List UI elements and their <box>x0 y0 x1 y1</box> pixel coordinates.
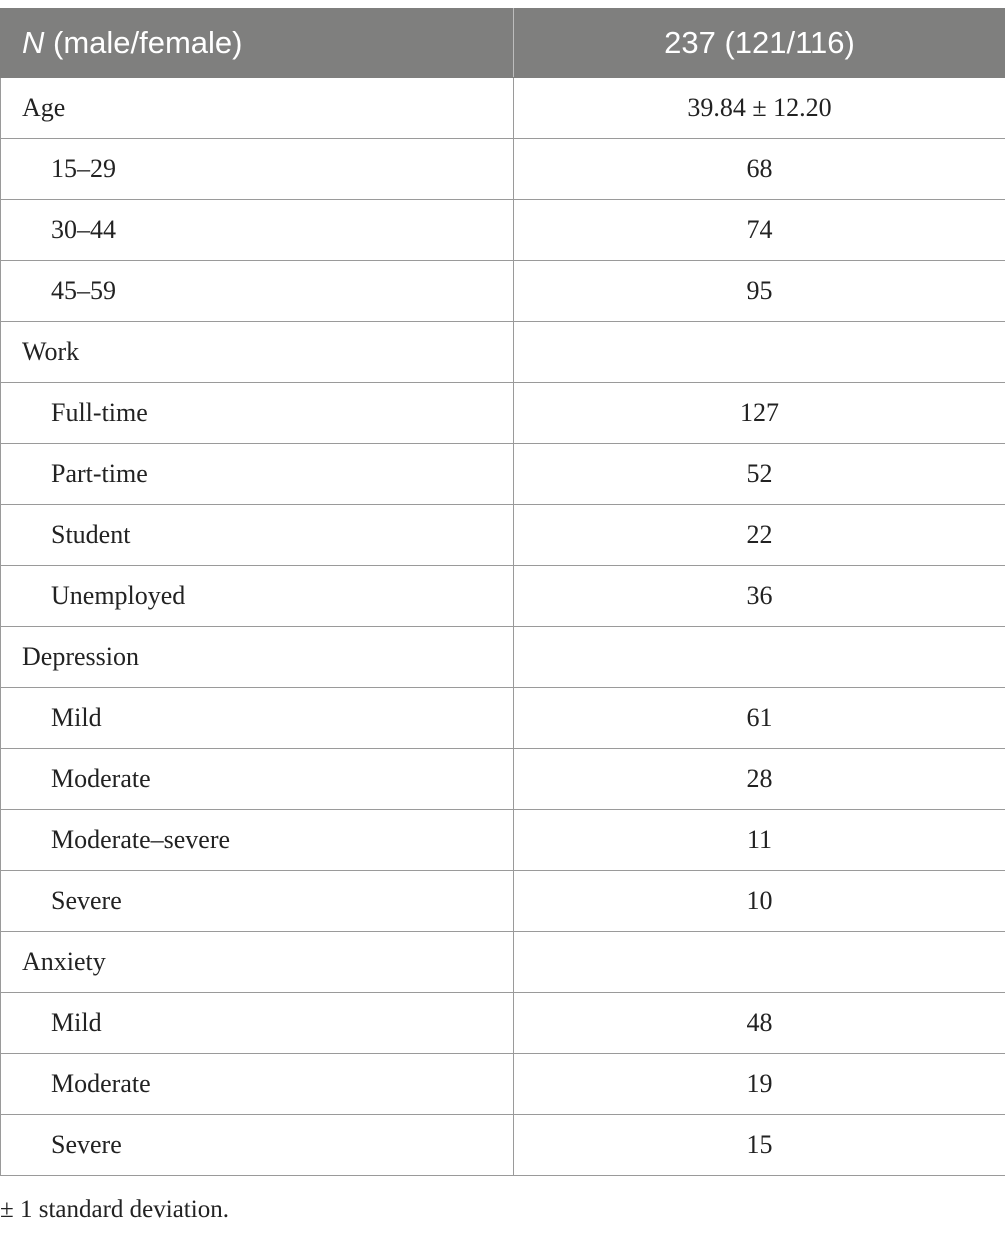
table-row-subcategory <box>1 810 1005 871</box>
header-row <box>1 9 1005 78</box>
row-value: 10 <box>514 871 1005 932</box>
table-row-category <box>1 627 1005 688</box>
row-value: 28 <box>514 749 1005 810</box>
row-label: Part-time <box>1 444 514 505</box>
row-value <box>514 322 1005 383</box>
row-value <box>514 932 1005 993</box>
table-row-subcategory <box>1 1115 1005 1176</box>
row-label: Age <box>1 78 514 139</box>
row-label: Mild <box>1 993 514 1054</box>
row-label: Full-time <box>1 383 514 444</box>
row-label: Moderate <box>1 749 514 810</box>
row-label: Moderate–severe <box>1 810 514 871</box>
header-cell-total: 237 (121/116) <box>514 9 1005 78</box>
row-value: 36 <box>514 566 1005 627</box>
row-value: 52 <box>514 444 1005 505</box>
row-value: 19 <box>514 1054 1005 1115</box>
row-value: 15 <box>514 1115 1005 1176</box>
table-row-subcategory <box>1 444 1005 505</box>
table-header <box>1 9 1005 78</box>
row-label: Unemployed <box>1 566 514 627</box>
row-value: 22 <box>514 505 1005 566</box>
row-label: Anxiety <box>1 932 514 993</box>
row-label: Work <box>1 322 514 383</box>
row-value: 61 <box>514 688 1005 749</box>
table-row-category <box>1 322 1005 383</box>
table-row-subcategory <box>1 871 1005 932</box>
table-row-category <box>1 78 1005 139</box>
table-row-subcategory <box>1 505 1005 566</box>
header-n-letter: N <box>22 25 45 60</box>
row-label: Mild <box>1 688 514 749</box>
row-value: 68 <box>514 139 1005 200</box>
row-label: 15–29 <box>1 139 514 200</box>
table-row-subcategory <box>1 261 1005 322</box>
row-value: 48 <box>514 993 1005 1054</box>
row-value: 127 <box>514 383 1005 444</box>
table-row-subcategory <box>1 200 1005 261</box>
table-row-subcategory <box>1 566 1005 627</box>
demographics-table <box>0 8 1005 1176</box>
row-label: Student <box>1 505 514 566</box>
header-sample-label: (male/female) <box>44 25 243 60</box>
table-row-subcategory <box>1 139 1005 200</box>
row-value <box>514 627 1005 688</box>
row-value: 95 <box>514 261 1005 322</box>
header-cell-sample <box>1 9 514 78</box>
row-label: Severe <box>1 1115 514 1176</box>
row-label: 45–59 <box>1 261 514 322</box>
row-label: Moderate <box>1 1054 514 1115</box>
row-value: 39.84 ± 12.20 <box>514 78 1005 139</box>
table-row-subcategory <box>1 993 1005 1054</box>
row-label: Severe <box>1 871 514 932</box>
table-row-subcategory <box>1 383 1005 444</box>
table-body <box>1 78 1005 1176</box>
table-row-subcategory <box>1 749 1005 810</box>
table-row-subcategory <box>1 1054 1005 1115</box>
demographics-table-container <box>0 8 1005 1176</box>
row-value: 74 <box>514 200 1005 261</box>
table-row-subcategory <box>1 688 1005 749</box>
table-row-category <box>1 932 1005 993</box>
row-value: 11 <box>514 810 1005 871</box>
row-label: Depression <box>1 627 514 688</box>
row-label: 30–44 <box>1 200 514 261</box>
table-footnote: ± 1 standard deviation. <box>0 1196 229 1223</box>
